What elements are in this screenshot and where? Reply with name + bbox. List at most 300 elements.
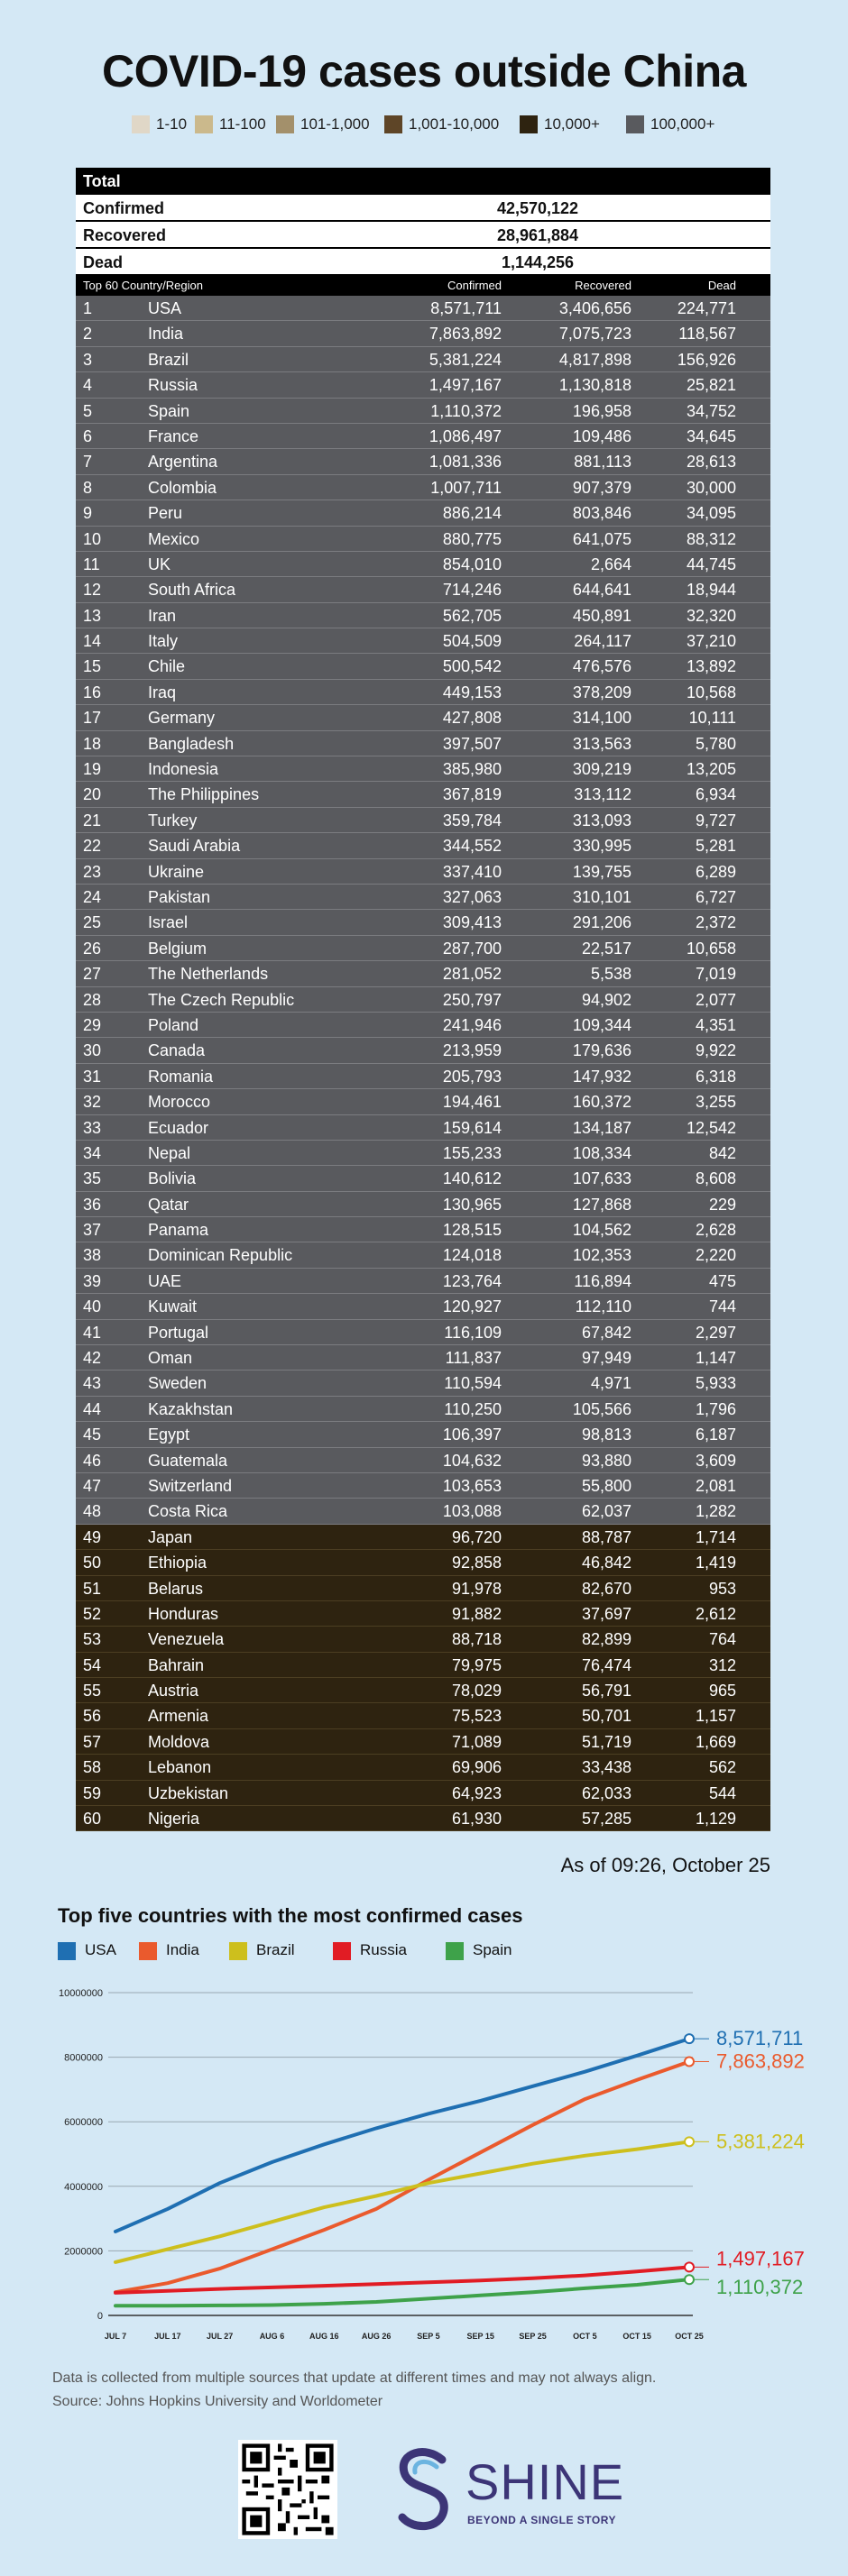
row-recovered: 116,894	[574, 1271, 631, 1290]
row-recovered: 102,353	[572, 1246, 631, 1265]
row-rank: 51	[83, 1579, 102, 1598]
row-recovered: 803,846	[572, 504, 631, 523]
chart-legend-label: Brazil	[256, 1941, 295, 1958]
row-country: The Czech Republic	[148, 990, 295, 1009]
row-confirmed: 91,882	[451, 1604, 502, 1623]
row-rank: 55	[83, 1682, 102, 1701]
row-recovered: 62,037	[581, 1502, 631, 1521]
row-country: The Netherlands	[148, 965, 269, 984]
table-row	[76, 475, 770, 500]
row-dead: 18,944	[686, 581, 736, 600]
table-row	[76, 527, 770, 552]
row-dead: 156,926	[677, 350, 736, 369]
row-rank: 11	[83, 555, 100, 573]
row-recovered: 160,372	[572, 1093, 631, 1112]
row-recovered: 22,517	[581, 939, 631, 958]
row-country: Italy	[148, 632, 179, 651]
row-dead: 2,628	[695, 1221, 736, 1240]
y-tick-label: 10000000	[59, 1988, 103, 1999]
row-rank: 59	[83, 1783, 102, 1802]
row-country: Japan	[148, 1527, 193, 1546]
x-tick-label: JUL 27	[206, 2332, 234, 2341]
row-confirmed: 562,705	[442, 606, 502, 625]
total-label: Dead	[83, 253, 124, 271]
table-row	[76, 552, 770, 577]
table-row	[76, 1192, 770, 1217]
row-recovered: 476,576	[572, 657, 631, 676]
table-row	[76, 756, 770, 782]
series-line-russia	[115, 2267, 689, 2293]
row-confirmed: 69,906	[451, 1758, 502, 1777]
table-row	[76, 500, 770, 526]
row-confirmed: 120,927	[442, 1297, 502, 1316]
table-row	[76, 987, 770, 1013]
table-row	[76, 1525, 770, 1550]
line-chart	[0, 1975, 848, 2353]
row-country: Switzerland	[148, 1476, 233, 1495]
row-rank: 36	[83, 1195, 102, 1214]
row-dead: 1,157	[695, 1707, 736, 1726]
row-country: Indonesia	[148, 760, 219, 779]
row-confirmed: 500,542	[442, 657, 502, 676]
row-rank: 19	[83, 760, 102, 779]
footnote	[52, 2367, 656, 2414]
row-dead: 229	[708, 1195, 736, 1214]
row-rank: 25	[83, 913, 102, 932]
row-confirmed: 327,063	[442, 887, 502, 906]
table-row	[76, 321, 770, 346]
total-label: Confirmed	[83, 199, 164, 217]
row-rank: 39	[83, 1271, 102, 1290]
series-end-marker	[685, 2057, 694, 2066]
table-row	[76, 936, 770, 961]
row-confirmed: 104,632	[442, 1451, 502, 1470]
table-row	[76, 1089, 770, 1114]
row-rank: 58	[83, 1758, 102, 1777]
row-rank: 7	[83, 453, 93, 472]
row-recovered: 313,563	[572, 734, 631, 753]
table-row	[76, 1217, 770, 1242]
row-recovered: 644,641	[572, 581, 631, 600]
row-recovered: 82,670	[581, 1579, 631, 1598]
row-dead: 2,372	[695, 913, 736, 932]
row-country: Moldova	[148, 1732, 210, 1751]
table-row	[76, 1729, 770, 1755]
table-row	[76, 1422, 770, 1447]
row-dead: 9,922	[695, 1041, 736, 1060]
y-tick-label: 0	[97, 2311, 103, 2322]
row-recovered: 127,868	[572, 1195, 631, 1214]
row-dead: 2,081	[695, 1476, 736, 1495]
row-dead: 5,780	[695, 734, 736, 753]
row-dead: 2,077	[695, 990, 736, 1009]
row-rank: 22	[83, 837, 102, 856]
row-confirmed: 111,837	[445, 1349, 502, 1368]
row-recovered: 314,100	[572, 709, 631, 728]
row-rank: 1	[83, 299, 93, 317]
row-confirmed: 213,959	[442, 1041, 502, 1060]
row-recovered: 51,719	[581, 1732, 631, 1751]
chart-legend-swatch	[333, 1942, 351, 1960]
row-country: Peru	[148, 504, 183, 523]
legend-label: 101-1,000	[300, 115, 370, 133]
row-recovered: 3,406,656	[558, 299, 631, 317]
row-confirmed: 1,007,711	[430, 478, 502, 497]
series-end-label: 1,497,167	[716, 2247, 805, 2270]
row-recovered: 62,033	[581, 1783, 631, 1802]
row-dead: 1,419	[695, 1554, 736, 1572]
row-confirmed: 79,975	[451, 1655, 502, 1674]
row-country: Sweden	[148, 1374, 207, 1393]
row-confirmed: 128,515	[442, 1221, 502, 1240]
logo-name: SHINE	[465, 2453, 625, 2510]
row-confirmed: 61,930	[451, 1810, 502, 1829]
table-body	[76, 296, 770, 1831]
header-recovered: Recovered	[575, 279, 631, 292]
row-confirmed: 1,086,497	[429, 426, 502, 445]
table-row	[76, 654, 770, 679]
header-country: Top 60 Country/Region	[83, 279, 203, 292]
row-recovered: 94,902	[581, 990, 631, 1009]
table-row	[76, 731, 770, 756]
row-confirmed: 205,793	[442, 1067, 502, 1086]
row-country: Colombia	[148, 478, 217, 497]
row-country: Costa Rica	[148, 1502, 228, 1521]
row-dead: 34,645	[686, 426, 736, 445]
row-dead: 88,312	[686, 529, 736, 548]
legend-swatch	[195, 115, 213, 133]
row-dead: 965	[708, 1682, 736, 1701]
total-label: Recovered	[83, 226, 167, 244]
table-row	[76, 1781, 770, 1806]
row-rank: 37	[83, 1221, 102, 1240]
chart-legend-swatch	[446, 1942, 464, 1960]
row-dead: 1,669	[695, 1732, 736, 1751]
y-tick-label: 6000000	[64, 2117, 103, 2129]
row-dead: 28,613	[686, 453, 736, 472]
table-row	[76, 910, 770, 935]
row-recovered: 881,113	[574, 453, 631, 472]
row-dead: 13,892	[686, 657, 736, 676]
row-confirmed: 155,233	[442, 1143, 502, 1162]
row-dead: 25,821	[686, 376, 736, 395]
table-row	[76, 1576, 770, 1601]
table-row	[76, 1242, 770, 1268]
total-dead-row	[76, 249, 770, 276]
row-dead: 1,282	[695, 1502, 736, 1521]
row-confirmed: 5,381,224	[429, 350, 502, 369]
series-end-label: 7,863,892	[716, 2049, 805, 2073]
row-country: USA	[148, 299, 182, 317]
row-country: Nigeria	[148, 1810, 200, 1829]
table-row	[76, 1678, 770, 1703]
row-country: Bahrain	[148, 1655, 205, 1674]
row-recovered: 55,800	[581, 1476, 631, 1495]
x-tick-label: JUL 7	[104, 2332, 127, 2341]
row-country: Israel	[148, 913, 189, 932]
row-confirmed: 103,088	[442, 1502, 502, 1521]
row-dead: 312	[708, 1655, 736, 1674]
row-dead: 6,289	[695, 862, 736, 881]
row-confirmed: 714,246	[442, 581, 502, 600]
row-confirmed: 78,029	[451, 1682, 502, 1701]
row-country: Chile	[148, 657, 186, 676]
row-country: Kazakhstan	[148, 1399, 234, 1418]
row-dead: 10,658	[686, 939, 736, 958]
row-country: Austria	[148, 1682, 199, 1701]
chart-title: Top five countries with the most confirmed cases	[58, 1904, 523, 1927]
table-row	[76, 449, 770, 474]
row-country: Turkey	[148, 811, 198, 830]
legend-swatch	[520, 115, 538, 133]
row-country: Mexico	[148, 529, 200, 548]
row-confirmed: 110,594	[444, 1374, 502, 1393]
row-dead: 6,934	[695, 785, 736, 804]
table-row	[76, 833, 770, 858]
row-rank: 44	[83, 1399, 102, 1418]
total-recovered-row	[76, 222, 770, 249]
row-confirmed: 1,497,167	[429, 376, 502, 395]
series-line-usa	[115, 2039, 689, 2232]
row-confirmed: 106,397	[442, 1426, 502, 1444]
row-recovered: 97,949	[581, 1349, 631, 1368]
row-rank: 31	[83, 1067, 102, 1086]
row-dead: 118,567	[678, 325, 736, 344]
row-recovered: 7,075,723	[558, 325, 631, 344]
y-tick-label: 4000000	[64, 2181, 103, 2193]
row-rank: 28	[83, 990, 102, 1009]
row-confirmed: 281,052	[442, 965, 502, 984]
x-tick-label: AUG 16	[309, 2332, 339, 2341]
row-dead: 7,019	[695, 965, 736, 984]
row-dead: 13,205	[686, 760, 736, 779]
table-row	[76, 680, 770, 705]
color-legend	[132, 114, 727, 141]
row-confirmed: 92,858	[451, 1554, 502, 1572]
row-country: Venezuela	[148, 1630, 225, 1649]
table-row	[76, 1448, 770, 1473]
row-confirmed: 110,250	[444, 1399, 502, 1418]
row-rank: 2	[83, 325, 93, 344]
table-row	[76, 1166, 770, 1191]
row-dead: 9,727	[695, 811, 736, 830]
row-confirmed: 250,797	[442, 990, 502, 1009]
row-recovered: 907,379	[572, 478, 631, 497]
row-confirmed: 140,612	[442, 1169, 502, 1188]
row-dead: 34,095	[686, 504, 736, 523]
x-tick-label: OCT 25	[675, 2332, 704, 2341]
row-confirmed: 103,653	[442, 1476, 502, 1495]
legend-swatch	[132, 115, 150, 133]
chart-legend-swatch	[139, 1942, 157, 1960]
row-dead: 32,320	[686, 606, 736, 625]
row-dead: 5,933	[695, 1374, 736, 1393]
table-row	[76, 1806, 770, 1831]
row-dead: 1,129	[695, 1810, 736, 1829]
series-end-label: 8,571,711	[716, 2027, 804, 2050]
table-row	[76, 372, 770, 398]
row-rank: 43	[83, 1374, 102, 1393]
row-rank: 17	[83, 709, 102, 728]
shine-logo	[390, 2440, 624, 2539]
total-value: 28,961,884	[496, 226, 579, 244]
qr-code-icon	[238, 2440, 337, 2539]
row-dead: 562	[708, 1758, 736, 1777]
row-country: Ukraine	[148, 862, 205, 881]
row-recovered: 378,209	[572, 683, 631, 701]
series-end-marker	[685, 2262, 694, 2271]
row-country: Lebanon	[148, 1758, 212, 1777]
row-rank: 57	[83, 1732, 102, 1751]
row-recovered: 104,562	[572, 1221, 631, 1240]
legend-swatch	[276, 115, 294, 133]
footnote-disclaimer: Data is collected from multiple sources that update at different times and may not always align.	[52, 2370, 657, 2386]
legend-swatch	[626, 115, 644, 133]
row-confirmed: 1,081,336	[429, 453, 502, 472]
row-recovered: 76,474	[581, 1655, 631, 1674]
row-country: Dominican Republic	[148, 1246, 293, 1265]
table-row	[76, 782, 770, 807]
row-country: Argentina	[148, 453, 218, 472]
row-country: The Philippines	[148, 785, 260, 804]
row-country: Uzbekistan	[148, 1783, 229, 1802]
table-row	[76, 347, 770, 372]
row-country: Bolivia	[148, 1169, 197, 1188]
row-country: Portugal	[148, 1323, 209, 1342]
row-recovered: 93,880	[581, 1451, 631, 1470]
row-country: Qatar	[148, 1195, 189, 1214]
row-dead: 30,000	[686, 478, 736, 497]
row-recovered: 147,932	[572, 1067, 631, 1086]
row-rank: 47	[83, 1476, 102, 1495]
footnote-source: Source: Johns Hopkins University and Worldometer	[52, 2394, 383, 2409]
table-row	[76, 577, 770, 602]
table-row	[76, 1345, 770, 1371]
row-dead: 5,281	[695, 837, 736, 856]
table-row	[76, 1371, 770, 1396]
table-row	[76, 1473, 770, 1499]
row-rank: 26	[83, 939, 102, 958]
total-heading: Total	[83, 172, 121, 190]
table-row	[76, 399, 770, 424]
row-rank: 32	[83, 1093, 102, 1112]
row-confirmed: 88,718	[451, 1630, 502, 1649]
shine-s-icon	[390, 2440, 458, 2539]
row-recovered: 109,344	[572, 1015, 631, 1034]
row-dead: 764	[708, 1630, 736, 1649]
row-country: France	[148, 426, 199, 445]
row-rank: 21	[83, 811, 102, 830]
series-end-label: 1,110,372	[716, 2276, 804, 2299]
table-row	[76, 1064, 770, 1089]
row-recovered: 37,697	[581, 1604, 631, 1623]
x-tick-label: AUG 6	[259, 2332, 285, 2341]
x-tick-label: AUG 26	[361, 2332, 392, 2341]
row-confirmed: 309,413	[442, 913, 502, 932]
row-confirmed: 64,923	[451, 1783, 502, 1802]
row-dead: 1,796	[695, 1399, 736, 1418]
row-country: Oman	[148, 1349, 193, 1368]
row-confirmed: 75,523	[451, 1707, 502, 1726]
table-row	[76, 1703, 770, 1728]
row-confirmed: 1,110,372	[430, 401, 502, 420]
row-dead: 44,745	[686, 555, 736, 573]
row-country: Poland	[148, 1015, 199, 1034]
row-dead: 4,351	[695, 1015, 736, 1034]
row-recovered: 2,664	[590, 555, 631, 573]
table-row	[76, 1294, 770, 1319]
row-rank: 42	[83, 1349, 102, 1368]
x-tick-label: OCT 5	[573, 2332, 597, 2341]
table-row	[76, 603, 770, 628]
series-end-marker	[685, 2034, 694, 2043]
row-rank: 27	[83, 965, 102, 984]
row-rank: 60	[83, 1810, 102, 1829]
row-confirmed: 427,808	[442, 709, 502, 728]
row-dead: 6,727	[695, 887, 736, 906]
table-row	[76, 1653, 770, 1678]
table-row	[76, 1550, 770, 1575]
row-rank: 8	[83, 478, 93, 497]
x-tick-label: SEP 15	[466, 2332, 494, 2341]
series-end-marker	[685, 2137, 694, 2146]
row-recovered: 4,971	[590, 1374, 631, 1393]
row-confirmed: 344,552	[442, 837, 502, 856]
row-dead: 953	[708, 1579, 736, 1598]
row-dead: 475	[708, 1271, 736, 1290]
row-country: Guatemala	[148, 1451, 228, 1470]
table-row	[76, 859, 770, 885]
row-dead: 544	[708, 1783, 736, 1802]
row-dead: 1,147	[695, 1349, 736, 1368]
cases-table	[76, 168, 770, 1831]
x-tick-label: SEP 5	[417, 2332, 440, 2341]
table-row	[76, 628, 770, 654]
row-rank: 20	[83, 785, 102, 804]
row-dead: 6,187	[695, 1426, 736, 1444]
legend-label: 10,000+	[544, 115, 600, 133]
table-row	[76, 1499, 770, 1524]
row-confirmed: 71,089	[451, 1732, 502, 1751]
row-dead: 2,612	[695, 1604, 736, 1623]
row-rank: 14	[83, 632, 102, 651]
legend-swatch	[384, 115, 402, 133]
row-confirmed: 854,010	[442, 555, 502, 573]
row-dead: 2,220	[695, 1246, 736, 1265]
chart-legend-label: India	[166, 1941, 199, 1958]
header-confirmed: Confirmed	[447, 279, 502, 292]
row-country: Saudi Arabia	[148, 837, 241, 856]
as-of-timestamp: As of 09:26, October 25	[560, 1854, 770, 1876]
row-country: Kuwait	[148, 1297, 198, 1316]
row-confirmed: 359,784	[442, 811, 502, 830]
row-country: UK	[148, 555, 171, 573]
row-dead: 1,714	[695, 1527, 736, 1546]
total-confirmed-row	[76, 195, 770, 222]
row-country: Armenia	[148, 1707, 209, 1726]
row-country: Iran	[148, 606, 177, 625]
row-rank: 18	[83, 734, 102, 753]
row-recovered: 109,486	[572, 426, 631, 445]
row-recovered: 196,958	[572, 401, 631, 420]
row-dead: 2,297	[695, 1323, 736, 1342]
row-rank: 29	[83, 1015, 102, 1034]
table-row	[76, 1115, 770, 1141]
row-country: Pakistan	[148, 887, 211, 906]
total-heading-row	[76, 168, 770, 195]
table-row	[76, 1269, 770, 1294]
table-row	[76, 885, 770, 910]
